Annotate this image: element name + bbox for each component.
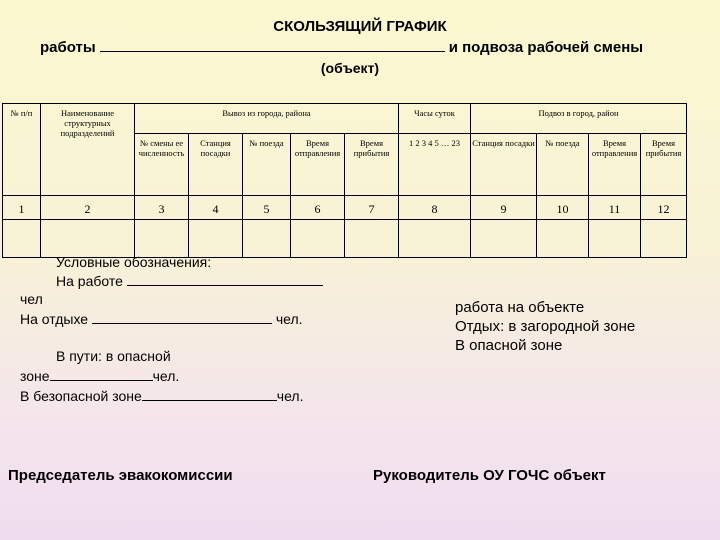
table-cell[interactable] (189, 220, 243, 258)
table-cell[interactable] (641, 220, 687, 258)
header-arrive-in: Время прибытия (641, 134, 687, 196)
legend-title: Условные обозначения: (56, 254, 212, 270)
legend-safe-zone-unit: чел. (276, 388, 304, 404)
col-number: 8 (399, 196, 471, 220)
col-number: 1 (3, 196, 41, 220)
legend-en-route: В пути: в опасной (56, 348, 171, 364)
col-number: 7 (345, 196, 399, 220)
header-group-in: Подвоз в город, район (471, 104, 687, 134)
table-cell[interactable] (291, 220, 345, 258)
legend-at-rest (20, 310, 303, 328)
table-cell[interactable] (589, 220, 641, 258)
legend-right (455, 298, 635, 355)
header-shift: № смены ее численность (135, 134, 189, 196)
table-cell[interactable] (471, 220, 537, 258)
legend-at-rest-label: На отдыхе (20, 311, 89, 327)
header-depart-time: Время отправления (291, 134, 345, 196)
subtitle-right: и подвоза рабочей смены (448, 39, 644, 56)
signature-right: Руководитель ОУ ГОЧС объект (373, 467, 606, 484)
safe-zone-blank (142, 387, 277, 401)
col-number: 10 (537, 196, 589, 220)
legend-danger-zone-unit: чел. (152, 368, 180, 384)
at-work-blank (127, 272, 323, 286)
table-cell[interactable] (537, 220, 589, 258)
col-number: 5 (243, 196, 291, 220)
table-cell[interactable] (3, 220, 41, 258)
header-hours: Часы суток (399, 104, 471, 134)
col-number: 11 (589, 196, 641, 220)
legend-danger-zone (20, 367, 179, 385)
danger-zone-blank (50, 367, 153, 381)
header-hours-seq: 1 2 3 4 5 … 23 (399, 134, 471, 196)
table-cell[interactable] (345, 220, 399, 258)
schedule-table (2, 103, 687, 258)
legend-safe-zone (20, 387, 303, 405)
legend-right-rest: Отдых: в загородной зоне (455, 318, 636, 335)
header-units: Наименование структурных подразделений (41, 104, 135, 196)
legend-at-work-label: На работе (56, 273, 123, 289)
table-cell[interactable] (243, 220, 291, 258)
col-number: 4 (189, 196, 243, 220)
legend-zone-word: зоне (20, 368, 50, 384)
col-number: 6 (291, 196, 345, 220)
signature-left: Председатель эвакокомиссии (8, 467, 233, 484)
page-title: СКОЛЬЗЯЩИЙ ГРАФИК (273, 18, 447, 35)
col-number: 9 (471, 196, 537, 220)
legend-right-danger: В опасной зоне (455, 337, 563, 354)
legend-at-work (56, 272, 323, 290)
header-num: № п/п (3, 104, 41, 196)
page-subtitle (40, 39, 643, 56)
header-train-in: № поезда (537, 134, 589, 196)
header-arrive-time: Время прибытия (345, 134, 399, 196)
object-label: (объект) (320, 60, 380, 76)
header-depart-in: Время отправления (589, 134, 641, 196)
subtitle-left: работы (40, 39, 96, 56)
col-number: 12 (641, 196, 687, 220)
col-number: 2 (41, 196, 135, 220)
header-station-in: Станция посадки (471, 134, 537, 196)
object-blank-line (100, 39, 445, 52)
header-group-out: Вывоз из города, района (135, 104, 399, 134)
legend-right-work: работа на объекте (455, 299, 585, 316)
table-cell[interactable] (399, 220, 471, 258)
header-station-board: Станция посадки (189, 134, 243, 196)
col-number: 3 (135, 196, 189, 220)
at-rest-blank (92, 310, 272, 324)
header-train-out: № поезда (243, 134, 291, 196)
table-cell[interactable] (135, 220, 189, 258)
legend-at-rest-unit: чел. (275, 311, 303, 327)
table-row (3, 220, 687, 258)
legend-person-unit: чел (20, 291, 43, 307)
legend-safe-zone-label: В безопасной зоне (20, 388, 142, 404)
table-cell[interactable] (41, 220, 135, 258)
